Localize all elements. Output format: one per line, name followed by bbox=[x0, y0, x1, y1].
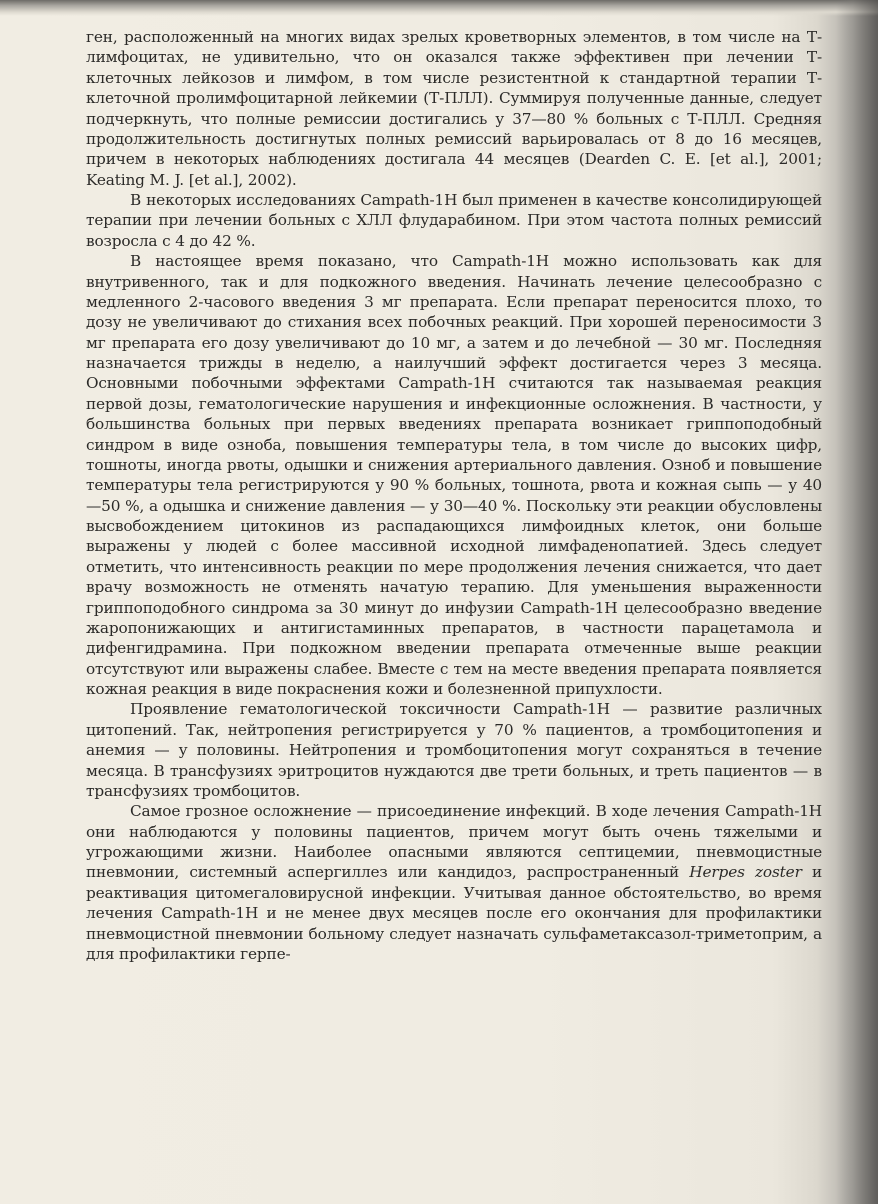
page-top-shadow bbox=[0, 0, 878, 16]
paragraph-3: В настоящее время показано, что Campath-1H можно использовать как для внутривенного, так и для подкожного введения. Начинать лечение целесообразно с медленного 2-часового введения 3 мг препарата. Если препарат переносится плохо, то дозу не увеличивают до стихания всех побочных реакций. При хорошей переносимости 3 мг препарата его дозу увеличивают до 10 мг, а затем и до лечебной — 30 мг. Последняя назначается трижды в неделю, а наилучший эффект достигается через 3 месяца. Основными побочными эффектами Campath-1H считаются так называемая реакция первой дозы, гематологические нарушения и инфекционные осложнения. В частности, у большинства больных при первых введениях препарата возникает гриппоподобный синдром в виде озноба, повышения температуры тела, в том числе до высоких цифр, тошноты, иногда рвоты, одышки и снижения артериального давления. Озноб и повышение температуры тела регистрируются у 90 % больных, тошнота, рвота и кожная сыпь — у 40—50 %, а одышка и снижение давления — у 30—40 %. Поскольку эти реакции обусловлены высвобождением цитокинов из распадающихся лимфоидных клеток, они больше выражены у людей с более массивной исходной лимфаденопатией. Здесь следует отметить, что интенсивность реакции по мере продолжения лечения снижается, что дает врачу возможность не отменять начатую терапию. Для уменьшения выраженности гриппоподобного синдрома за 30 минут до инфузии Campath-1H целесообразно введение жаропонижающих и антигистаминных препаратов, в частности парацетамола и дифенгидрамина. При подкожном введении препарата отмеченные выше реакции отсутствуют или выражены слабее. Вместе с тем на месте введения препарата появляется кожная реакция в виде покраснения кожи и болезненной припухлости. bbox=[86, 252, 822, 698]
paragraph-2: В некоторых исследованиях Campath-1H был применен в качестве консолидирующей терапии при лечении больных с ХЛЛ флударабином. При этом частота полных ремиссий возросла с 4 до 42 %. bbox=[86, 191, 822, 250]
paragraph-5 bbox=[86, 801, 822, 964]
paragraph-5-italic-term: Herpes zoster bbox=[689, 863, 802, 882]
paragraph-1: ген, расположенный на многих видах зрелых кроветворных элементов, в том числе на Т-лимфоцитах, не удивительно, что он оказался также эффективен при лечении Т-клеточных лейкозов и лимфом, в том числе резистентной к стандартной терапии Т-клеточной пролимфоцитарной лейкемии (Т-ПЛЛ). Суммируя полученные данные, следует подчеркнуть, что полные ремиссии достигались у 37—80 % больных с Т-ПЛЛ. Средняя продолжительность достигнутых полных ремиссий варьировалась от 8 до 16 месяцев, причем в некоторых наблюдениях достигала 44 месяцев (Dearden C. E. [et al.], 2001; Keating M. J. [et al.], 2002). bbox=[86, 28, 822, 189]
page-binding-shadow bbox=[836, 0, 878, 1204]
paragraph-5-part-1: Самое грозное осложнение — присоединение инфекций. В ходе лечения Campath-1H они наблюдаются у половины пациентов, причем могут быть очень тяжелыми и угрожающими жизни. Наиболее опасными являются септицемии, пневмоцистные пневмонии, системный аспергиллез или кандидоз, распространенный bbox=[86, 802, 822, 882]
paragraph-4: Проявление гематологической токсичности Campath-1H — развитие различных цитопений. Так, нейтропения регистрируется у 70 % пациентов, а тромбоцитопения и анемия — у половины. Нейтропения и тромбоцитопения могут сохраняться в течение месяца. В трансфузиях эритроцитов нуждаются две трети больных, и треть пациентов — в трансфузиях тромбоцитов. bbox=[86, 700, 822, 800]
body-text bbox=[86, 27, 822, 964]
paragraph-5-part-2: и реактивация цитомегаловирусной инфекции. Учитывая данное обстоятельство, во время лечения Campath-1H и не менее двух месяцев после его окончания для профилактики пневмоцистной пневмонии больному следует назначать сульфаметаксазол-триметоприм, а для профилактики герпе- bbox=[86, 863, 822, 963]
